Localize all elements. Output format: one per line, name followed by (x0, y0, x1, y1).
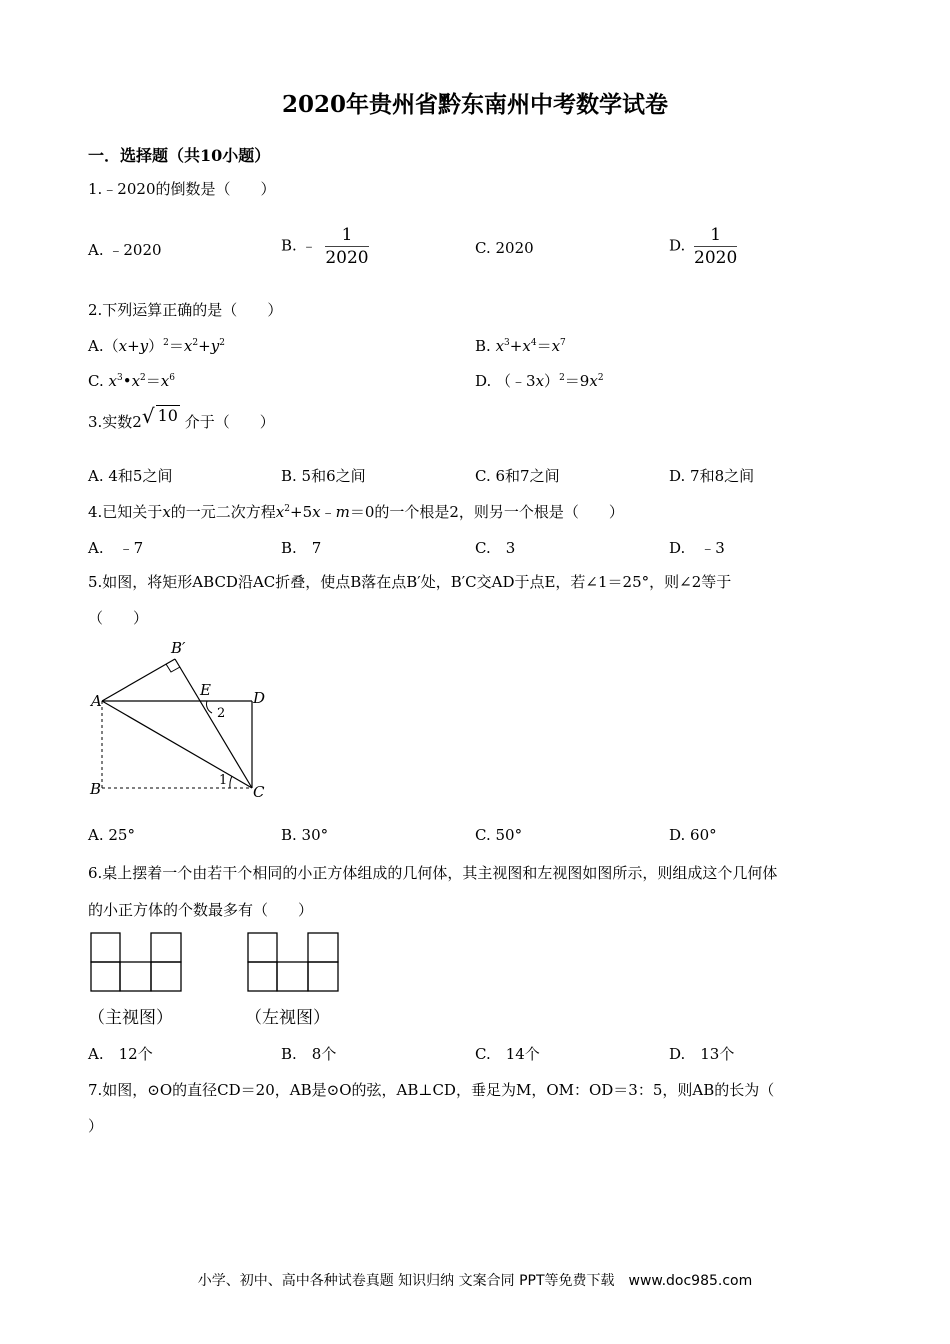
q7-stem-line2: ） (88, 1117, 104, 1135)
q2-option-c: C. $x^3•x^2=x^6$ (88, 372, 175, 390)
q3-option-c: C. 6和7之间 (475, 467, 560, 485)
q4-stem: 4.已知关于x的一元二次方程$x^2+5x﹣m=0$的一个根是2，则另一个根是（ ） (88, 503, 624, 521)
left-view-cell (248, 933, 277, 962)
q4-stem-suffix: ＝0的一个根是2，则另一个根是（ ） (349, 503, 624, 521)
q6-option-d: D. 13个 (669, 1045, 735, 1063)
left-view-figure (245, 930, 341, 996)
page-footer: 小学、初中、高中各种试卷真题 知识归纳 文案合同 PPT等免费下载 www.doc985.com (197, 1273, 753, 1289)
angle-2-arc-icon (207, 701, 212, 713)
q6-option-a: A. 12个 (88, 1045, 153, 1063)
q1-option-a: A. ﹣2020 (88, 241, 162, 259)
label-b-prime: B′ (171, 639, 186, 657)
q1-option-d-numerator: 1 (694, 224, 737, 247)
q6-stem-line2: 的小正方体的个数最多有（ ） (88, 901, 314, 919)
label-d: D (253, 689, 266, 707)
q4-option-d: D. ﹣3 (669, 539, 725, 557)
label-angle-1: 1 (219, 773, 228, 788)
page-title: 2020年贵州省黔东南州中考数学试卷 (281, 91, 668, 118)
front-view-figure (88, 930, 184, 996)
q3-option-a: A. 4和5之间 (88, 467, 173, 485)
q1-option-b-prefix: B. ﹣ (281, 236, 317, 255)
q4-option-a: A. ﹣7 (88, 539, 144, 557)
q1-option-d-prefix: D. (669, 236, 686, 255)
front-view-caption: （主视图） (88, 1008, 173, 1028)
q3-option-d: D. 7和8之间 (669, 467, 755, 485)
q7-stem-line1: 7.如图，⊙O的直径CD＝20，AB是⊙O的弦，AB⊥CD，垂足为M，OM：OD＝3：5，则AB的长为（ (88, 1081, 775, 1099)
q5-option-d: D. 60° (669, 826, 717, 844)
q4-stem-mid: 的一元二次方程 (170, 503, 276, 521)
front-view-cell (91, 962, 120, 991)
q1-option-c: C. 2020 (475, 239, 534, 257)
q6-stem-line1: 6.桌上摆着一个由若干个相同的小正方体组成的几何体，其主视图和左视图如图所示，则组成这个几何体 (88, 864, 778, 882)
q2-option-b-label: B. (475, 337, 491, 355)
q3-option-b: B. 5和6之间 (281, 467, 366, 485)
q3-stem-suffix: 介于（ ） (184, 413, 275, 431)
diagonal-ac (102, 701, 252, 788)
q4-stem-prefix: 4.已知关于 (88, 503, 163, 521)
left-view-cell (308, 962, 338, 991)
left-view-cell (277, 962, 308, 991)
q3-stem (88, 404, 275, 432)
q5-stem-line1: 5.如图，将矩形ABCD沿AC折叠，使点B落在点B′处，B′C交AD于点E，若∠1＝25°，则∠2等于 (88, 573, 732, 591)
q1-option-d-fraction (694, 224, 737, 269)
q4-option-b: B. 7 (281, 539, 322, 557)
q1-option-d (669, 224, 737, 269)
label-e: E (200, 681, 211, 699)
q2-option-c-label: C. (88, 372, 104, 390)
angle-1-arc-icon (230, 776, 232, 788)
q2-option-a-label: A. (88, 337, 104, 355)
edge-b-prime-c (175, 659, 252, 788)
q6-option-c: C. 14个 (475, 1045, 540, 1063)
q5-option-a: A. 25° (88, 826, 135, 844)
q2-option-a: $A.(x+y)^2=x^2+y^2$ (88, 337, 225, 355)
q1-option-b-denominator: 2020 (325, 248, 369, 268)
q6-option-b: B. 8个 (281, 1045, 337, 1063)
front-view-cell (120, 962, 151, 991)
q2-option-d: D. $(﹣3x)^2=9x^2$ (475, 372, 604, 390)
sqrt-icon: √ (141, 404, 155, 428)
q5-option-c: C. 50° (475, 826, 523, 844)
q5-stem-line2: （ ） (88, 609, 149, 627)
q5-figure (85, 632, 285, 807)
q3-stem-prefix: 3.实数2 (88, 413, 142, 431)
left-view-caption: （左视图） (245, 1008, 330, 1028)
q2-option-d-label: D. (475, 372, 492, 390)
q1-stem: 1.﹣2020的倒数是（ ） (88, 180, 276, 198)
label-c: C (253, 783, 265, 801)
left-view-cell (308, 933, 338, 962)
front-view-cell (151, 933, 181, 962)
section-heading: 一．选择题（共10小题） (88, 146, 271, 165)
q2-option-b: B. $x^3+x^4=x^7$ (475, 337, 566, 355)
right-angle-icon (166, 664, 180, 672)
q2-stem: 2.下列运算正确的是（ ） (88, 301, 283, 319)
q5-option-b: B. 30° (281, 826, 329, 844)
front-view-cell (151, 962, 181, 991)
label-b: B (90, 780, 102, 798)
front-view-cell (91, 933, 120, 962)
label-angle-2: 2 (217, 706, 226, 721)
q1-option-b-fraction (325, 224, 368, 269)
left-view-cell (248, 962, 277, 991)
label-a: A (91, 692, 102, 710)
q3-radicand: 10 (157, 406, 178, 425)
q1-option-b (281, 224, 369, 269)
q1-option-b-numerator: 1 (325, 224, 368, 247)
q4-option-c: C. 3 (475, 539, 516, 557)
edge-ab-prime (102, 659, 175, 701)
q1-option-d-denominator: 2020 (694, 248, 738, 268)
